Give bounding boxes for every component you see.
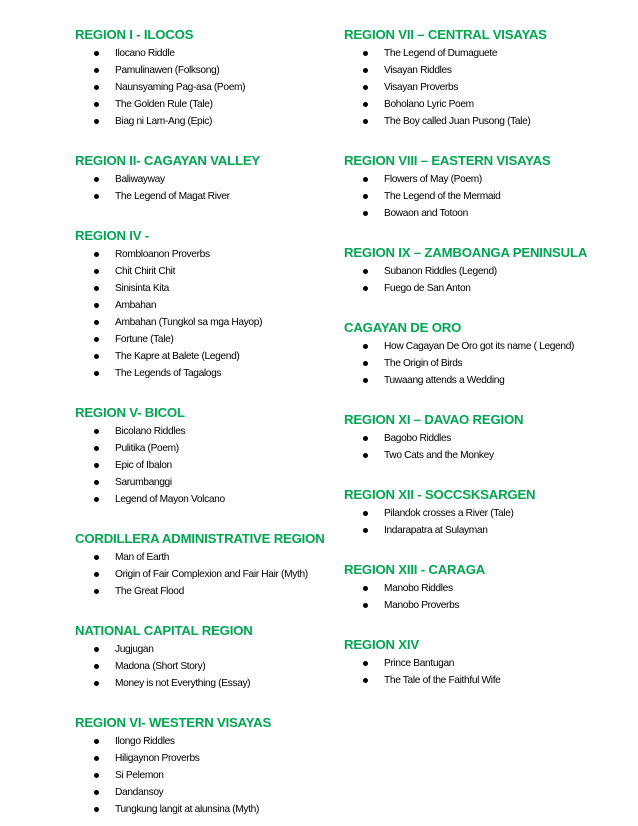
list-item: [344, 171, 634, 188]
region-section-region-xi-davao-region: [344, 411, 634, 464]
list-item-text: The Legend of Magat River: [115, 191, 230, 202]
literature-list: [75, 549, 337, 600]
bullet-icon: [94, 303, 99, 308]
region-section-region-vi-western-visayas: [75, 714, 337, 818]
literature-list: [75, 733, 337, 818]
list-item-text: Legend of Mayon Volcano: [115, 494, 225, 505]
list-item-text: Hiligaynon Proverbs: [115, 753, 200, 764]
list-item-text: How Cagayan De Oro got its name ( Legend): [384, 341, 575, 352]
bullet-icon: [363, 102, 368, 107]
bullet-icon: [94, 68, 99, 73]
bullet-icon: [94, 739, 99, 744]
list-item: [75, 733, 337, 750]
literature-list: [344, 430, 634, 464]
bullet-icon: [94, 252, 99, 257]
list-item-text: The Boy called Juan Pusong (Tale): [384, 116, 531, 127]
list-item-text: Jugjugan: [115, 644, 154, 655]
bullet-icon: [363, 436, 368, 441]
region-heading: REGION XIV: [344, 637, 419, 652]
region-heading: REGION I - ILOCOS: [75, 27, 194, 42]
region-section-region-i-ilocos: [75, 26, 337, 130]
section-spacer: [344, 297, 634, 319]
bullet-icon: [94, 429, 99, 434]
bullet-icon: [94, 85, 99, 90]
section-spacer: [344, 539, 634, 561]
bullet-icon: [363, 269, 368, 274]
list-item-text: The Kapre at Balete (Legend): [115, 351, 240, 362]
list-item-text: Rombloanon Proverbs: [115, 249, 210, 260]
bullet-icon: [94, 589, 99, 594]
list-item-text: Sarumbanggi: [115, 477, 172, 488]
list-item: [75, 566, 337, 583]
list-item: [344, 205, 634, 222]
list-item: [344, 655, 634, 672]
list-item-text: Baliwayway: [115, 174, 165, 185]
list-item: [344, 522, 634, 539]
list-item-text: Si Pelemon: [115, 770, 164, 781]
bullet-icon: [94, 446, 99, 451]
list-item: [344, 355, 634, 372]
list-item: [75, 113, 337, 130]
bullet-icon: [94, 194, 99, 199]
list-item: [75, 365, 337, 382]
list-item-text: Visayan Proverbs: [384, 82, 459, 93]
bullet-icon: [94, 119, 99, 124]
list-item-text: Pilandok crosses a River (Tale): [384, 508, 514, 519]
bullet-icon: [363, 378, 368, 383]
bullet-icon: [363, 194, 368, 199]
list-item: [75, 263, 337, 280]
list-item-text: The Legend of the Mermaid: [384, 191, 501, 202]
list-item-text: Subanon Riddles (Legend): [384, 266, 497, 277]
bullet-icon: [94, 555, 99, 560]
list-item-text: The Legends of Tagalogs: [115, 368, 222, 379]
bullet-icon: [94, 177, 99, 182]
literature-list: [75, 45, 337, 130]
literature-list: [75, 641, 337, 692]
region-heading: REGION VII – CENTRAL VISAYAS: [344, 27, 547, 42]
list-item-text: Naunsyaming Pag-asa (Poem): [115, 82, 246, 93]
right-column: [344, 26, 634, 689]
literature-list: [344, 171, 634, 222]
literature-list: [344, 580, 634, 614]
region-section-region-xiv: [344, 636, 634, 689]
list-item-text: Pulitika (Poem): [115, 443, 179, 454]
list-item-text: Flowers of May (Poem): [384, 174, 482, 185]
literature-list: [344, 338, 634, 389]
list-item: [344, 280, 634, 297]
bullet-icon: [363, 661, 368, 666]
bullet-icon: [94, 480, 99, 485]
list-item: [344, 113, 634, 130]
section-spacer: [344, 464, 634, 486]
bullet-icon: [94, 320, 99, 325]
list-item: [75, 45, 337, 62]
region-section-region-xiii-caraga: [344, 561, 634, 614]
list-item-text: Two Cats and the Monkey: [384, 450, 494, 461]
list-item: [75, 784, 337, 801]
list-item-text: Madona (Short Story): [115, 661, 206, 672]
section-spacer: [75, 508, 337, 530]
bullet-icon: [363, 51, 368, 56]
region-section-region-v-bicol: [75, 404, 337, 508]
literature-list: [344, 505, 634, 539]
section-spacer: [344, 222, 634, 244]
list-item: [75, 79, 337, 96]
bullet-icon: [363, 177, 368, 182]
region-heading: REGION IX – ZAMBOANGA PENINSULA: [344, 245, 588, 260]
list-item-text: Tungkung langit at alunsina (Myth): [115, 804, 260, 815]
bullet-icon: [94, 681, 99, 686]
list-item-text: Fuego de San Anton: [384, 283, 471, 294]
region-section-region-ix-zamboanga-peninsula: [344, 244, 634, 297]
list-item-text: Prince Bantugan: [384, 658, 455, 669]
region-heading: REGION II- CAGAYAN VALLEY: [75, 153, 261, 168]
bullet-icon: [363, 361, 368, 366]
bullet-icon: [363, 511, 368, 516]
list-item-text: Ilocano Riddle: [115, 48, 175, 59]
region-section-national-capital-region: [75, 622, 337, 692]
bullet-icon: [94, 286, 99, 291]
list-item: [75, 583, 337, 600]
region-section-region-viii-eastern-visayas: [344, 152, 634, 222]
list-item-text: Tuwaang attends a Wedding: [384, 375, 505, 386]
section-spacer: [344, 130, 634, 152]
bullet-icon: [94, 807, 99, 812]
region-section-cagayan-de-oro: [344, 319, 634, 389]
list-item-text: Origin of Fair Complexion and Fair Hair (Myth): [115, 569, 308, 580]
list-item-text: Man of Earth: [115, 552, 170, 563]
bullet-icon: [363, 119, 368, 124]
region-section-region-ii-cagayan-valley: [75, 152, 337, 205]
list-item-text: Bicolano Riddles: [115, 426, 186, 437]
list-item: [75, 549, 337, 566]
bullet-icon: [94, 790, 99, 795]
list-item: [75, 423, 337, 440]
list-item-text: Boholano Lyric Poem: [384, 99, 474, 110]
bullet-icon: [94, 756, 99, 761]
list-item: [75, 171, 337, 188]
bullet-icon: [363, 68, 368, 73]
list-item-text: Visayan Riddles: [384, 65, 452, 76]
list-item-text: Ambahan: [115, 300, 157, 311]
list-item: [75, 96, 337, 113]
list-item-text: Bowaon and Totoon: [384, 208, 468, 219]
bullet-icon: [94, 337, 99, 342]
section-spacer: [75, 692, 337, 714]
region-heading: NATIONAL CAPITAL REGION: [75, 623, 253, 638]
literature-list: [75, 423, 337, 508]
bullet-icon: [363, 603, 368, 608]
literature-list: [344, 263, 634, 297]
bullet-icon: [363, 528, 368, 533]
region-heading: REGION VIII – EASTERN VISAYAS: [344, 153, 551, 168]
bullet-icon: [94, 773, 99, 778]
list-item: [75, 801, 337, 818]
section-spacer: [75, 205, 337, 227]
list-item-text: Dandansoy: [115, 787, 164, 798]
list-item: [344, 430, 634, 447]
list-item: [344, 96, 634, 113]
list-item: [344, 447, 634, 464]
bullet-icon: [363, 453, 368, 458]
list-item: [75, 767, 337, 784]
list-item: [344, 45, 634, 62]
region-heading: CORDILLERA ADMINISTRATIVE REGION: [75, 531, 325, 546]
bullet-icon: [363, 211, 368, 216]
section-spacer: [344, 614, 634, 636]
list-item-text: Pamulinawen (Folksong): [115, 65, 220, 76]
list-item-text: Fortune (Tale): [115, 334, 174, 345]
list-item: [75, 675, 337, 692]
bullet-icon: [94, 269, 99, 274]
list-item-text: The Golden Rule (Tale): [115, 99, 213, 110]
list-item-text: Ilongo Riddles: [115, 736, 175, 747]
list-item: [344, 79, 634, 96]
list-item: [344, 338, 634, 355]
list-item-text: Epic of Ibalon: [115, 460, 172, 471]
list-item: [75, 62, 337, 79]
list-item-text: Manobo Riddles: [384, 583, 453, 594]
list-item: [344, 188, 634, 205]
list-item: [344, 263, 634, 280]
bullet-icon: [363, 85, 368, 90]
region-section-region-iv: [75, 227, 337, 382]
list-item-text: Sinisinta Kita: [115, 283, 169, 294]
list-item: [75, 188, 337, 205]
list-item: [75, 474, 337, 491]
region-heading: REGION VI- WESTERN VISAYAS: [75, 715, 272, 730]
list-item: [75, 658, 337, 675]
list-item: [344, 62, 634, 79]
list-item-text: Indarapatra at Sulayman: [384, 525, 488, 536]
list-item: [75, 314, 337, 331]
region-heading: REGION IV -: [75, 228, 150, 243]
bullet-icon: [94, 572, 99, 577]
literature-list: [75, 246, 337, 382]
bullet-icon: [363, 586, 368, 591]
bullet-icon: [94, 647, 99, 652]
list-item: [75, 491, 337, 508]
list-item: [75, 246, 337, 263]
list-item-text: Ambahan (Tungkol sa mga Hayop): [115, 317, 263, 328]
list-item-text: The Tale of the Faithful Wife: [384, 675, 501, 686]
region-heading: CAGAYAN DE ORO: [344, 320, 462, 335]
list-item: [75, 348, 337, 365]
list-item-text: The Legend of Dumaguete: [384, 48, 498, 59]
region-heading: REGION XI – DAVAO REGION: [344, 412, 524, 427]
section-spacer: [344, 389, 634, 411]
bullet-icon: [94, 664, 99, 669]
list-item: [344, 597, 634, 614]
list-item-text: Chit Chirit Chit: [115, 266, 176, 277]
bullet-icon: [363, 344, 368, 349]
list-item: [344, 505, 634, 522]
section-spacer: [75, 600, 337, 622]
list-item: [75, 297, 337, 314]
literature-list: [75, 171, 337, 205]
region-heading: REGION V- BICOL: [75, 405, 185, 420]
left-column: [75, 26, 337, 818]
region-section-cordillera-administrative-region: [75, 530, 337, 600]
list-item-text: Bagobo Riddles: [384, 433, 452, 444]
list-item-text: The Origin of Birds: [384, 358, 463, 369]
list-item: [75, 641, 337, 658]
bullet-icon: [94, 102, 99, 107]
region-section-region-vii-central-visayas: [344, 26, 634, 130]
list-item: [75, 280, 337, 297]
bullet-icon: [94, 51, 99, 56]
region-section-region-xii-soccsksargen: [344, 486, 634, 539]
literature-list: [344, 45, 634, 130]
region-heading: REGION XII - SOCCSKSARGEN: [344, 487, 536, 502]
list-item: [75, 457, 337, 474]
section-spacer: [75, 382, 337, 404]
list-item: [75, 440, 337, 457]
list-item-text: Money is not Everything (Essay): [115, 678, 251, 689]
list-item-text: Biag ni Lam-Ang (Epic): [115, 116, 213, 127]
bullet-icon: [94, 371, 99, 376]
literature-list: [344, 655, 634, 689]
bullet-icon: [94, 463, 99, 468]
bullet-icon: [94, 354, 99, 359]
bullet-icon: [94, 497, 99, 502]
list-item: [344, 372, 634, 389]
section-spacer: [75, 130, 337, 152]
list-item: [75, 750, 337, 767]
list-item: [344, 580, 634, 597]
bullet-icon: [363, 678, 368, 683]
list-item: [344, 672, 634, 689]
bullet-icon: [363, 286, 368, 291]
list-item: [75, 331, 337, 348]
list-item-text: The Great Flood: [115, 586, 184, 597]
region-heading: REGION XIII - CARAGA: [344, 562, 486, 577]
list-item-text: Manobo Proverbs: [384, 600, 460, 611]
